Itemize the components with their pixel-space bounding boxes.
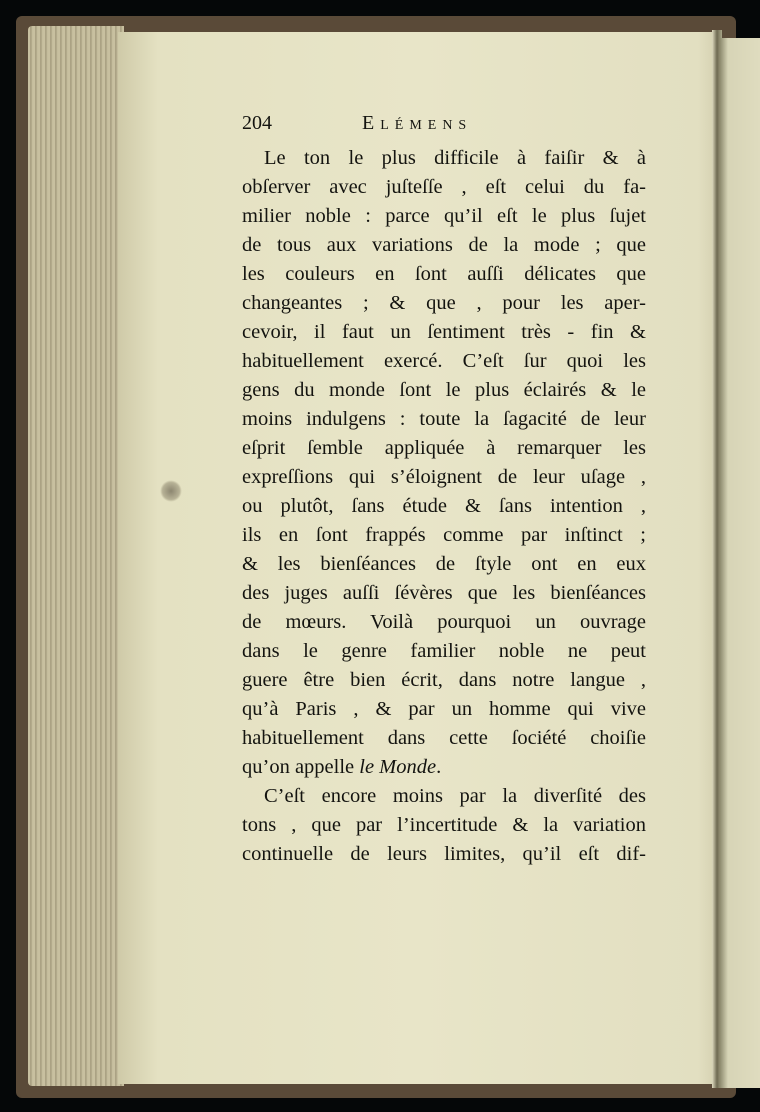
page-edges [28, 26, 124, 1086]
text-line: continuelle de leurs limites, qu’il eſt dif- [242, 843, 646, 865]
text-line: changeantes ; & que , pour les aper- [242, 292, 646, 314]
text-line: obſerver avec juſteſſe , eſt celui du fa- [242, 176, 646, 198]
line-suffix: . [436, 756, 442, 778]
text-line: dans le genre familier noble ne peut [242, 640, 646, 662]
paragraph-2 [242, 782, 646, 869]
page-header [242, 112, 646, 144]
text-line: ou plutôt, ſans étude & ſans intention , [242, 495, 646, 517]
text-line-last [242, 753, 646, 782]
text-line: des juges auſſi ſévères que les bienſéances [242, 582, 646, 604]
paragraph-1 [242, 144, 646, 782]
paper-stain [160, 480, 182, 502]
text-line: tons , que par l’incertitude & la variation [242, 814, 646, 836]
page-text [242, 112, 646, 869]
text-line: guere être bien écrit, dans notre langue , [242, 669, 646, 691]
text-line: ils en ſont frappés comme par inſtinct ; [242, 524, 646, 546]
text-line: de tous aux variations de la mode ; que [242, 234, 646, 256]
italic-phrase: le Monde [359, 756, 437, 778]
text-line: expreſſions qui s’éloignent de leur uſage , [242, 466, 646, 488]
text-line: habituellement exercé. C’eſt ſur quoi les [242, 350, 646, 372]
text-line: C’eſt encore moins par la diverſité des [264, 785, 646, 807]
right-page-edge [720, 38, 760, 1088]
text-line: les couleurs en ſont auſſi délicates que [242, 263, 646, 285]
line-prefix: qu’on appelle [242, 756, 360, 778]
text-line: moins indulgens : toute la ſagacité de leur [242, 408, 646, 430]
text-line: eſprit ſemble appliquée à remarquer les [242, 437, 646, 459]
text-line: cevoir, il faut un ſentiment très - fin & [242, 321, 646, 343]
running-head: Elémens [362, 112, 473, 134]
text-line: Le ton le plus difficile à faiſir & à [264, 147, 646, 169]
text-line: de mœurs. Voilà pourquoi un ouvrage [242, 611, 646, 633]
text-line: qu’à Paris , & par un homme qui vive [242, 698, 646, 720]
text-line: milier noble : parce qu’il eſt le plus ſujet [242, 205, 646, 227]
text-line: gens du monde ſont le plus éclairés & le [242, 379, 646, 401]
text-line: & les bienſéances de ſtyle ont en eux [242, 553, 646, 575]
page-number: 204 [242, 112, 272, 134]
text-line: habituellement dans cette ſociété choiſie [242, 727, 646, 749]
